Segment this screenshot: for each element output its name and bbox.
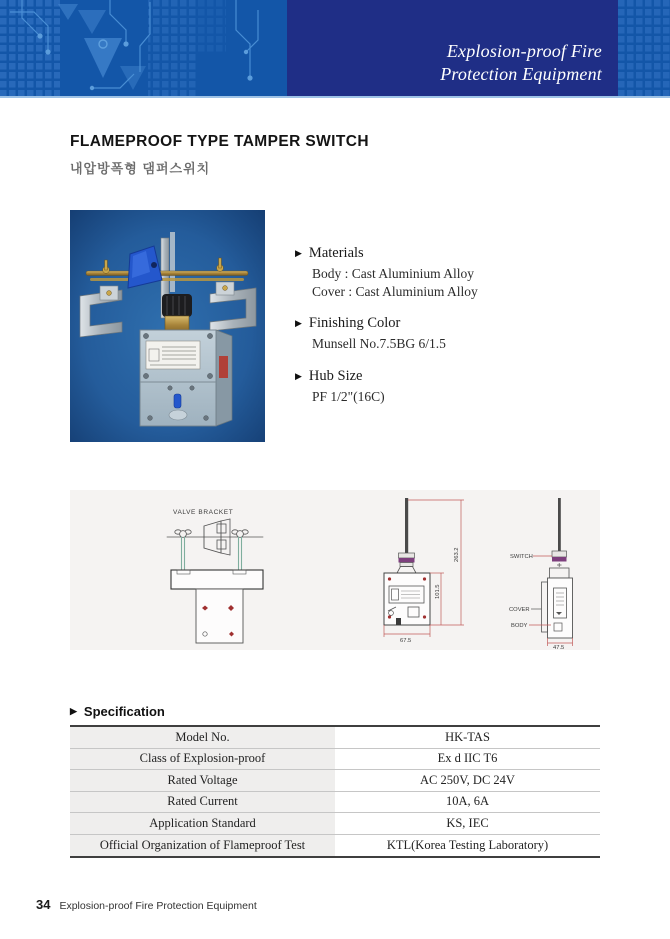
spec-label-application-standard: Application Standard	[70, 813, 335, 834]
label-body: BODY	[511, 623, 528, 629]
table-row	[70, 813, 600, 835]
dimension-overall-height: 263.2	[454, 547, 460, 562]
feature-heading-label: Hub Size	[308, 367, 363, 384]
feature-line: Cover : Cast Aluminium Alloy	[312, 283, 478, 299]
banner-title-line2: Protection Equipment	[440, 64, 602, 84]
table-row	[70, 727, 600, 749]
page-number: 34	[36, 897, 51, 912]
page-footer	[36, 897, 257, 912]
label-switch: SWITCH	[510, 554, 533, 560]
feature-line: Body : Cast Aluminium Alloy	[312, 266, 475, 281]
technical-drawings	[70, 490, 600, 650]
feature-finishing-color	[295, 315, 595, 353]
spec-value-rated-current: 10A, 6A	[335, 792, 600, 813]
dimension-side-width: 47.5	[553, 645, 565, 650]
feature-heading	[295, 245, 595, 262]
feature-heading	[295, 368, 595, 385]
table-row	[70, 792, 600, 814]
spec-label-model-no: Model No.	[70, 727, 335, 748]
triangle-bullet-icon: ▶	[295, 370, 302, 381]
spec-label-explosion-class: Class of Explosion-proof	[70, 749, 335, 770]
label-cover: COVER	[509, 607, 530, 613]
technical-drawings-panel	[70, 490, 600, 650]
dimension-body-width: 67.5	[400, 638, 412, 644]
header-divider	[0, 96, 670, 98]
product-photo-tamper-switch	[70, 210, 265, 442]
feature-hub-size	[295, 368, 595, 406]
feature-line: PF 1/2"(16C)	[312, 388, 385, 404]
spec-value-application-standard: KS, IEC	[335, 813, 600, 834]
grid-pattern-decoration	[618, 0, 670, 96]
feature-list	[295, 245, 595, 420]
page-title-korean: 내압방폭형 댐퍼스위치	[70, 161, 211, 176]
header-banner	[287, 0, 618, 96]
feature-materials	[295, 245, 595, 300]
circuit-pattern-decoration	[0, 0, 287, 96]
specification-heading-label: Specification	[83, 704, 165, 719]
spec-label-rated-current: Rated Current	[70, 792, 335, 813]
table-row	[70, 749, 600, 771]
feature-heading-label: Materials	[308, 245, 364, 261]
page-title: FLAMEPROOF TYPE TAMPER SWITCH	[70, 133, 369, 150]
dimension-body-height: 101.5	[435, 584, 441, 599]
specification-table	[70, 725, 600, 858]
valve-bracket-label: VALVE BRACKET	[173, 509, 234, 516]
table-row	[70, 770, 600, 792]
triangle-bullet-icon: ▶	[295, 248, 302, 258]
spec-value-rated-voltage: AC 250V, DC 24V	[335, 770, 600, 791]
triangle-bullet-icon: ▶	[70, 706, 77, 716]
triangle-bullet-icon: ▶	[295, 318, 302, 328]
feature-line: Munsell No.7.5BG 6/1.5	[312, 336, 446, 351]
spec-value-test-organization: KTL(Korea Testing Laboratory)	[335, 835, 600, 857]
table-row	[70, 835, 600, 857]
spec-value-explosion-class: Ex d IIC T6	[335, 749, 600, 770]
specification-heading	[70, 704, 165, 719]
page-header	[0, 0, 670, 98]
spec-label-test-organization: Official Organization of Flameproof Test	[70, 835, 335, 857]
spec-label-rated-voltage: Rated Voltage	[70, 770, 335, 791]
feature-heading-label: Finishing Color	[308, 315, 401, 331]
feature-heading	[295, 315, 595, 332]
footer-section-title: Explosion-proof Fire Protection Equipment	[59, 900, 257, 912]
spec-value-model-no: HK-TAS	[335, 727, 600, 748]
banner-title-line1: Explosion-proof Fire	[446, 41, 602, 61]
